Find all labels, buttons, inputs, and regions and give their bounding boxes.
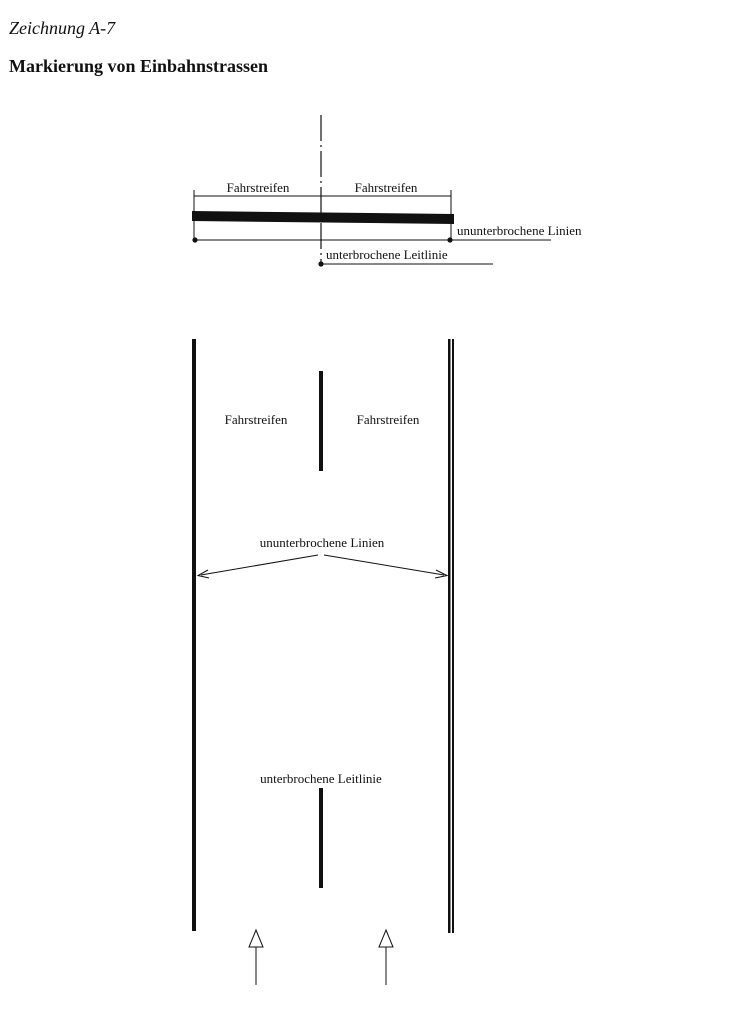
cross-section [192,115,582,267]
plan-lane-left-label: Fahrstreifen [224,412,288,427]
cross-section-lane-left-label: Fahrstreifen [226,180,290,195]
page-title: Markierung von Einbahnstrassen [9,56,269,76]
direction-arrow-left [249,930,263,985]
right-edge-solid-line [448,339,451,933]
callout-arrow-right [324,555,444,575]
arrow-up-icon [379,930,393,947]
plan-broken-line-label: unterbrochene Leitlinie [260,771,382,786]
arrow-up-icon [249,930,263,947]
right-edge-solid-line-inner [452,339,454,933]
left-edge-solid-line [192,339,196,931]
center-dash-lower [319,788,323,888]
solid-line-marker-left [192,237,197,242]
callout-arrow-left [201,555,318,575]
broken-line-marker [318,261,323,266]
cross-section-broken-line-label: unterbrochene Leitlinie [326,247,448,262]
center-dash-upper [319,371,323,471]
drawing-number: Zeichnung A-7 [9,18,116,38]
direction-arrow-right [379,930,393,985]
plan-lane-right-label: Fahrstreifen [356,412,420,427]
cross-section-solid-lines-label: ununterbrochene Linien [457,223,582,238]
plan-solid-lines-label: ununterbrochene Linien [259,535,385,550]
solid-line-marker-right [447,237,452,242]
road-surface-bar [192,211,454,224]
plan-view [192,339,454,985]
cross-section-lane-right-label: Fahrstreifen [354,180,418,195]
